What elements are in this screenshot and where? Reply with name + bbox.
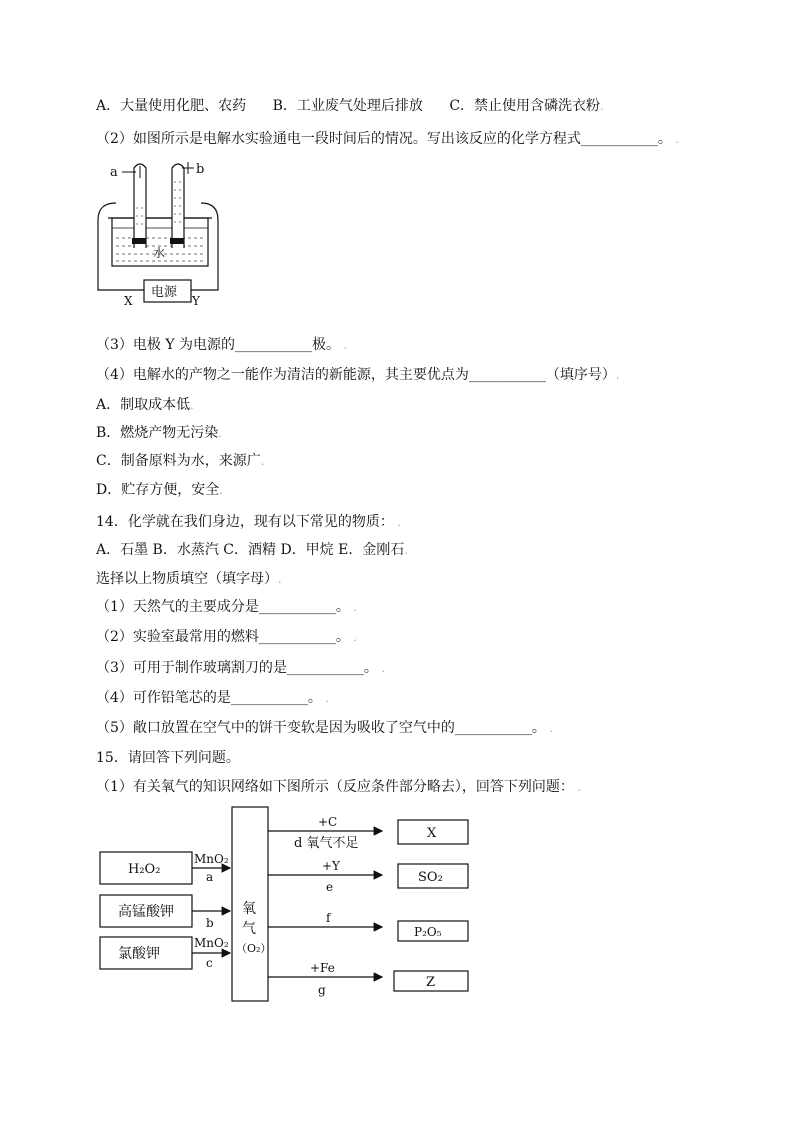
source-kmno4: 高锰酸钾 [118,904,174,920]
q14-instruction: 选择以上物质填空（填字母）. [96,571,282,587]
q14-item: （1）天然气的主要成分是___________。 . [96,599,357,615]
source-h2o2: H₂O₂ [128,862,161,877]
product-p2o5: P₂O₅ [414,925,442,939]
q13-part3: （3）电极 Y 为电源的___________极。 . [96,337,348,353]
arrow-top-1: +C [318,815,338,829]
catalyst-a: MnO₂ [194,852,229,866]
label-a: a [206,870,214,884]
q13-option-c: C．禁止使用含磷洗衣粉 [449,98,601,114]
label-b: b [196,162,205,177]
label-b: b [206,916,214,930]
electrolysis-figure [96,158,236,308]
arrow-bottom-2: e [326,880,334,894]
q13-choice: B．燃烧产物无污染. [96,425,222,441]
arrow-top-3: f [326,911,331,925]
q13-choice: C．制备原料为水，来源广. [96,453,265,469]
label-a: a [110,165,118,180]
q14-item: （5）敞口放置在空气中的饼干变软是因为吸收了空气中的___________。 . [96,720,553,736]
q15-stem: 15．请回答下列问题。 [96,750,240,766]
label-c: c [206,956,213,970]
center-oxygen-2: 气 [242,921,256,937]
product-z: Z [426,975,436,990]
q13-option-a: A．大量使用化肥、农药 [96,98,247,114]
q13-choice: D．贮存方便，安全. [96,482,223,498]
product-x: X [427,826,437,841]
q14-substances: A．石墨 B．水蒸汽 C．酒精 D．甲烷 E．金刚石. [96,542,408,558]
q13-options-line: A．大量使用化肥、农药 B．工业废气处理后排放 C．禁止使用含磷洗衣粉. [96,98,604,114]
tube-b [172,164,184,248]
oxygen-network-diagram [96,805,496,1005]
q14-item: （3）可用于制作玻璃割刀的是___________。 . [96,660,385,676]
arrow-bottom-1: d 氧气不足 [294,836,359,851]
product-so2: SO₂ [418,870,443,885]
q14-stem: 14．化学就在我们身边，现有以下常见的物质： . [96,514,401,530]
arrow-top-2: +Y [322,859,340,873]
q13-part4: （4）电解水的产物之一能作为清洁的新能源，其主要优点为___________（填序号）. [96,367,620,383]
q14-item: （4）可作铅笔芯的是___________。 . [96,690,329,706]
q15-part1: （1）有关氧气的知识网络如下图所示（反应条件部分略去），回答下列问题： . [96,779,581,795]
center-oxygen-1: 氧 [242,901,256,917]
arrow-bottom-4: g [318,983,326,997]
center-oxygen-3: （O₂） [236,942,272,955]
catalyst-c: MnO₂ [194,936,229,950]
q13-option-b: B．工业废气处理后排放 [272,98,423,114]
q13-part2: （2）如图所示是电解水实验通电一段时间后的情况。写出该反应的化学方程式___________。 . [96,131,679,147]
q14-item: （2）实验室最常用的燃料___________。 . [96,629,357,645]
label-power: 电源 [151,285,178,300]
label-x: X [124,294,133,308]
source-kclo3: 氯酸钾 [118,946,160,962]
arrow-top-4: +Fe [310,961,335,975]
label-water: 水 [153,246,166,260]
q13-choice: A．制取成本低. [96,397,194,413]
label-y: Y [192,294,200,308]
